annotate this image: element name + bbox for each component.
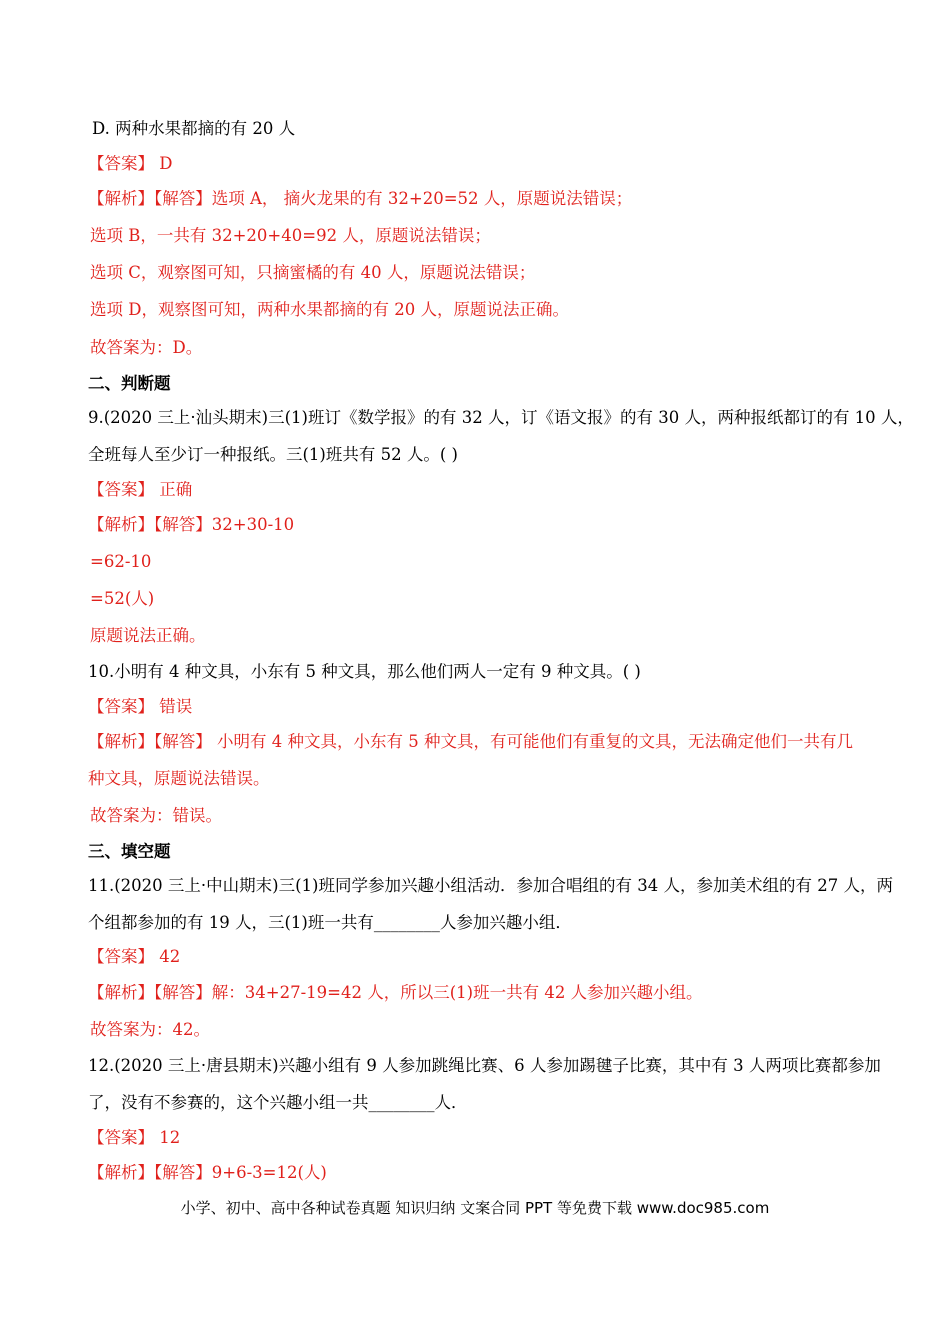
- analysis-10-line-2: 种文具，原题说法错误。: [88, 769, 270, 788]
- answer-11: 【答案】 42: [88, 947, 181, 966]
- analysis-11-conclusion: 故答案为：42。: [90, 1020, 210, 1039]
- section-heading-fill-blank: 三、填空题: [88, 842, 171, 861]
- analysis-8-option-a: 【解析】【解答】选项 A， 摘火龙果的有 32+20=52 人，原题说法错误；: [88, 189, 633, 208]
- analysis-10-conclusion: 故答案为：错误。: [90, 806, 222, 825]
- answer-8: 【答案】 D: [88, 154, 173, 173]
- answer-9: 【答案】 正确: [88, 480, 193, 499]
- answer-12: 【答案】 12: [88, 1128, 181, 1147]
- analysis-9-line-3: =52(人): [90, 589, 155, 608]
- section-heading-judgment: 二、判断题: [88, 374, 171, 393]
- analysis-9-line-1: 【解析】【解答】32+30-10: [88, 515, 295, 534]
- analysis-9-line-2: =62-10: [90, 552, 152, 571]
- analysis-10-line-1: 【解析】【解答】 小明有 4 种文具，小东有 5 种文具，有可能他们有重复的文具，无法确定他们一共有几: [88, 732, 853, 751]
- question-10: 10.小明有 4 种文具，小东有 5 种文具，那么他们两人一定有 9 种文具。( ): [88, 662, 641, 681]
- question-9-line-1: 9.(2020 三上·汕头期末)三(1)班订《数学报》的有 32 人，订《语文报》的有 30 人，两种报纸都订的有 10 人，: [88, 408, 914, 427]
- question-11-line-2: 个组都参加的有 19 人，三(1)班一共有________人参加兴趣小组．: [88, 913, 572, 932]
- question-9-line-2: 全班每人至少订一种报纸。三(1)班共有 52 人。( ): [88, 445, 458, 464]
- page-footer: 小学、初中、高中各种试卷真题 知识归纳 文案合同 PPT 等免费下载 www.doc985.com: [180, 1199, 770, 1217]
- analysis-12: 【解析】【解答】9+6-3=12(人): [88, 1163, 327, 1182]
- analysis-8-option-d: 选项 D，观察图可知，两种水果都摘的有 20 人，原题说法正确。: [90, 300, 569, 319]
- analysis-11: 【解析】【解答】解：34+27-19=42 人，所以三(1)班一共有 42 人参加兴趣小组。: [88, 983, 703, 1002]
- analysis-8-option-b: 选项 B，一共有 32+20+40=92 人，原题说法错误；: [90, 226, 491, 245]
- answer-10: 【答案】 错误: [88, 697, 193, 716]
- analysis-9-line-4: 原题说法正确。: [90, 626, 206, 645]
- option-d-line: D. 两种水果都摘的有 20 人: [92, 119, 296, 138]
- analysis-8-option-c: 选项 C，观察图可知，只摘蜜橘的有 40 人，原题说法错误；: [90, 263, 536, 282]
- analysis-8-conclusion: 故答案为：D。: [90, 338, 203, 357]
- question-12-line-2: 了，没有不参赛的，这个兴趣小组一共________人．: [88, 1093, 468, 1112]
- question-12-line-1: 12.(2020 三上·唐县期末)兴趣小组有 9 人参加跳绳比赛、6 人参加踢毽子比赛，其中有 3 人两项比赛都参加: [88, 1056, 881, 1075]
- question-11-line-1: 11.(2020 三上·中山期末)三(1)班同学参加兴趣小组活动．参加合唱组的有 34 人，参加美术组的有 27 人，两: [88, 876, 893, 895]
